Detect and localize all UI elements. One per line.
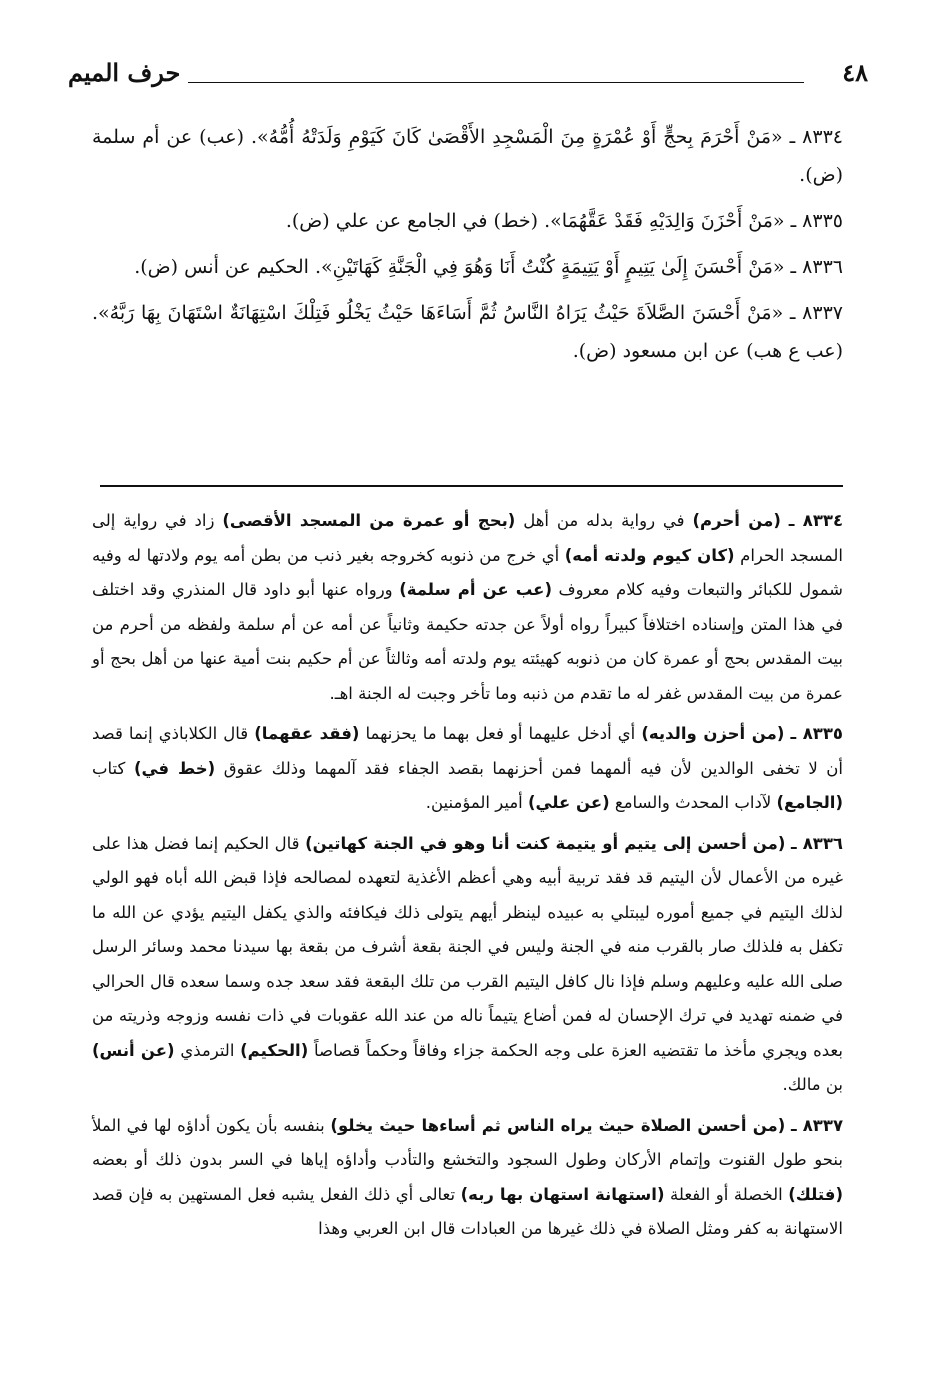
- quoted-phrase: (من أحرم): [692, 511, 781, 530]
- commentary-text: بن مالك.: [782, 1075, 843, 1094]
- commentary-text: قال الكلاباذي إنما قصد أن لا تخفى الوالدين لأن فيه ألمهما فمن أحزنهما بقصد الجفاء فقد آلمهما وذلك عقوق: [92, 724, 844, 778]
- hadith-text: ٨٣٣٤ ـ «مَنْ أَحْرَمَ بِحجٍّ أَوْ عُمْرَةٍ مِنَ الْمَسْجِدِ الأَقْصَىٰ كَانَ كَيَوْمِ وَلَدَتْهُ أُمُّهُ».: [250, 126, 843, 148]
- page-header: [68, 58, 868, 94]
- commentary-number: ٨٣٣٥ ـ: [790, 724, 843, 743]
- hadith-source: الحكيم عن أنس (ض).: [134, 256, 309, 278]
- hadith-text: ٨٣٣٧ ـ «مَنْ أَحْسَنَ الصَّلاَةَ حَيْثُ يَرَاهُ النَّاسُ ثُمَّ أَسَاءَهَا حَيْثُ يَخْلُو فَتِلْكَ اسْتِهَانَةٌ اسْتَهَانَ بِهَا رَبَّهُ».: [92, 302, 843, 324]
- header-rule: [188, 82, 804, 83]
- quoted-phrase: (فقد عقهما): [254, 724, 360, 743]
- commentary-text: بنفسه بأن يكون أداؤه لها في الملأ بنحو طول القنوت وإتمام الأركان وطول السجود والتخشع والتأدب وأداؤه إياها في السر بدون ذلك أو بعضه: [92, 1115, 843, 1169]
- commentary-number: ٨٣٣٦ ـ: [790, 833, 843, 853]
- commentary-number: ٨٣٣٧ ـ: [790, 1115, 844, 1135]
- hadith-text: ٨٣٣٦ ـ «مَنْ أَحْسَنَ إِلَىٰ يَتِيمٍ أَوْ يَتِيمَةٍ كُنْتُ أَنَا وَهُوَ فِي الْجَنَّةِ كَهَاتَيْنِ».: [314, 256, 843, 278]
- commentary-text: قال الحكيم إنما فضل هذا على غيره من الأعمال لأن اليتيم قد فقد تربية أبيه وهي أعظم الأغذية لتعهده لمصالحه فإذا قبض الله أباه فهو الولي لذلك اليتيم في جميع أموره ليبتلي به عبيده لينظر أيهم يتولى ذلك فيكافئه والذي يكفل اليتيم يؤدي عن الله ما تكفل به فلذلك صار بالقرب منه في الجنة وليس في الجنة بقعة أشرف من بقعة بها سيدنا محمد وسائر الرسل صلى الله عليه وعليهم وسلم فإذا نال كافل اليتيم القرب من تلك البقعة فقد سعد جده وسما سعده قال الحرالي في ضمنه تهديد في ترك الإحسان له فمن أضاع يتيماً ناله من عند الله عقوبات في ذات نفسه وزوجه وذريته من بعده ويجري مأخذ ما تقتضيه العزة على وجه الحكمة جزاء وفاقاً وحكماً قصاصاً: [92, 833, 843, 1060]
- commentary-text: أمير المؤمنين.: [425, 793, 523, 812]
- quoted-phrase: (من أحسن الصلاة حيث يراه الناس ثم أساءها حيث يخلو): [330, 1115, 786, 1135]
- quoted-phrase: (الحكيم): [240, 1040, 309, 1060]
- page-number: ٤٨: [842, 58, 868, 87]
- commentary-8334: [92, 504, 843, 711]
- commentary-text: في رواية بدله من أهل: [523, 511, 685, 530]
- quoted-phrase: (من أحسن إلى يتيم أو يتيمة كنت أنا وهو في الجنة كهاتين): [305, 833, 786, 853]
- hadith-8337: [92, 294, 843, 370]
- commentary-text: تعالى أي ذلك الفعل يشبه فعل المستهين به فإن قصد الاستهانة به كفر ومثل الصلاة في ذلك غيرها من العبادات قال ابن العربي وهذا: [92, 1184, 843, 1238]
- commentary-8337: [92, 1109, 843, 1247]
- quoted-phrase: (عب عن أم سلمة): [399, 580, 552, 599]
- commentary-section: [92, 504, 843, 1253]
- hadith-source: (خط) في الجامع عن علي (ض).: [285, 210, 539, 232]
- quoted-phrase: (عن علي): [528, 793, 610, 812]
- quoted-phrase: (من أحزن والديه): [641, 724, 785, 743]
- commentary-text: ورواه عنها أبو داود قال المنذري وقد اختلف في هذا المتن وإسناده اختلافاً كبيراً رواه أولاً عن جدته حكيمة وثانياً عن أمه عن أم سلمة ولفظه من أحرم من بيت المقدس بحج أو عمرة كان من ذنوبه كهيئته يوم ولدته أمه وثالثاً عن أم حكيم بنت أمية عنها من أهل بحج أو عمرة من بيت المقدس غفر له ما تقدم من ذنبه وما تأخر وجبت له الجنة اهـ.: [92, 580, 843, 703]
- commentary-text: لآداب المحدث والسامع: [614, 793, 772, 812]
- commentary-text: زاد في رواية إلى المسجد الحرام: [92, 511, 843, 565]
- commentary-text: أي أدخل عليهما أو فعل بهما ما يحزنهما: [365, 724, 636, 743]
- quoted-phrase: (بحج أو عمرة من المسجد الأقصى): [222, 511, 516, 530]
- hadith-text: ٨٣٣٥ ـ «مَنْ أَحْزَنَ وَالِدَيْهِ فَقَدْ عَقَّهُمَا».: [544, 210, 843, 232]
- hadith-8334: [92, 118, 843, 194]
- hadith-8335: [92, 202, 843, 240]
- commentary-8336: [92, 827, 843, 1103]
- quoted-phrase: (الجامع): [776, 793, 843, 812]
- quoted-phrase: (كان كيوم ولدته أمه): [564, 545, 735, 565]
- commentary-text: الخصلة أو الفعلة: [670, 1184, 783, 1204]
- quoted-phrase: (فتلك): [788, 1184, 843, 1204]
- hadith-source: (عب ع هب) عن ابن مسعود (ض).: [572, 340, 843, 362]
- quoted-phrase: (استهانة استهان بها ربه): [460, 1184, 665, 1204]
- commentary-8335: [92, 717, 843, 821]
- commentary-text: كتاب: [92, 758, 126, 778]
- quoted-phrase: (خط في): [133, 758, 216, 778]
- hadith-section: [92, 118, 843, 370]
- commentary-number: ٨٣٣٤ ـ: [788, 511, 844, 530]
- hadith-source: (عب) عن أم سلمة (ض).: [92, 126, 843, 186]
- quoted-phrase: (عن أنس): [92, 1040, 175, 1060]
- commentary-text: الترمذي: [180, 1040, 235, 1060]
- chapter-title: حرف الميم: [68, 58, 181, 87]
- hadith-8336: [92, 248, 843, 286]
- footnote-divider: [100, 485, 843, 487]
- commentary-text: أي خرج من ذنوبه كخروجه بغير ذنب من بطن أمه يوم ولادتها له وفيه شمول للكبائر والتبعات وفيه كلام معروف: [92, 545, 843, 599]
